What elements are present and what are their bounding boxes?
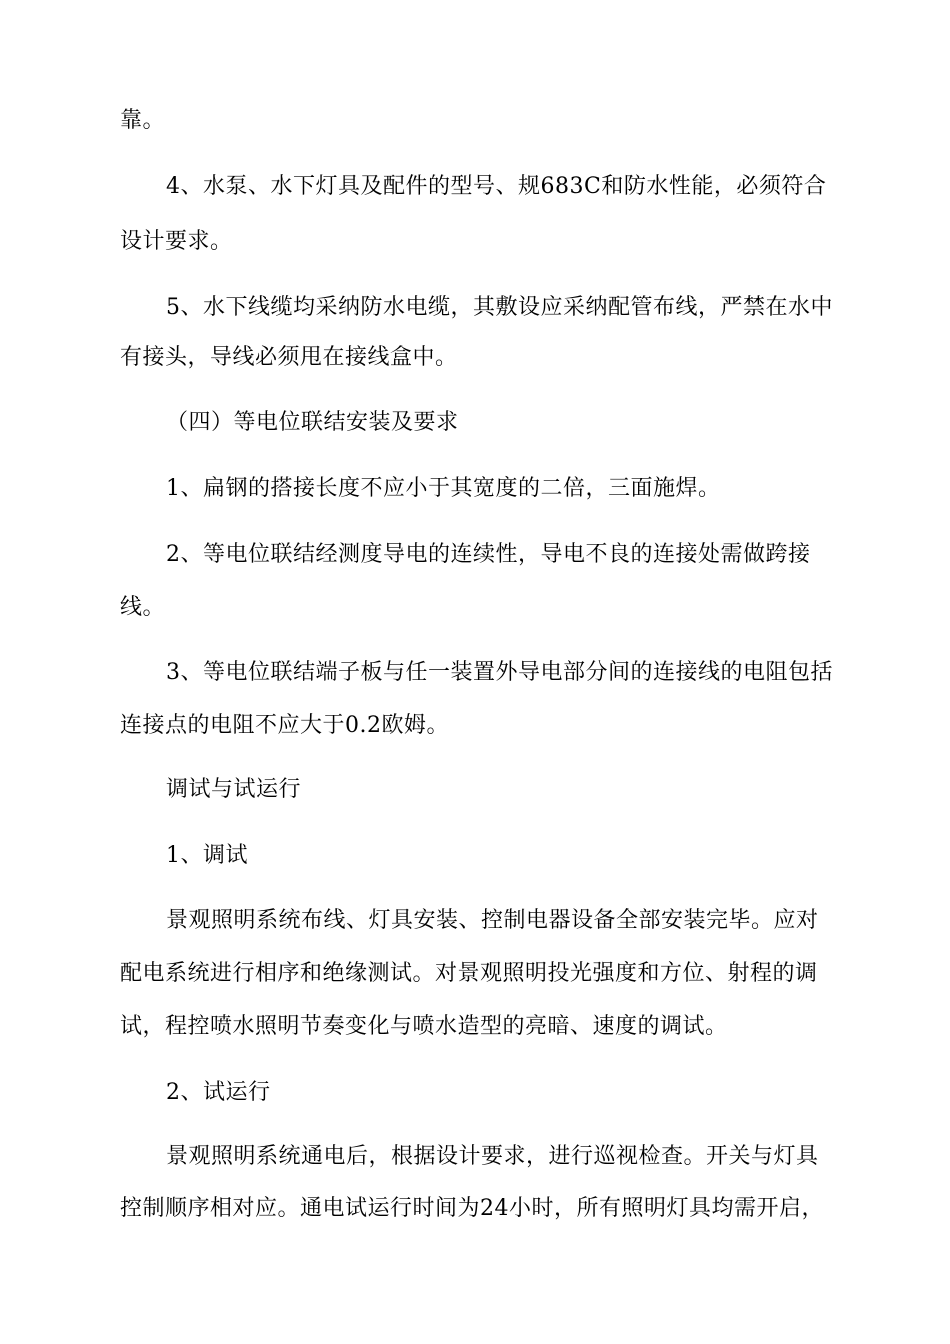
text-line: 有接头，导线必须甩在接线盒中。 <box>120 345 458 370</box>
text-line: 设计要求。 <box>120 229 233 254</box>
text-line: 景观照明系统通电后，根据设计要求，进行巡视检查。开关与灯具 <box>166 1144 819 1169</box>
text-line: 控制顺序相对应。通电试运行时间为24小时，所有照明灯具均需开启， <box>120 1196 824 1221</box>
text-line: 景观照明系统布线、灯具安装、控制电器设备全部安装完毕。应对 <box>166 908 819 933</box>
text-line: 连接点的电阻不应大于0.2欧姆。 <box>120 713 449 738</box>
section-heading: 调试与试运行 <box>166 777 302 802</box>
sub-heading: 2、试运行 <box>166 1080 271 1105</box>
text-line: 配电系统进行相序和绝缘测试。对景观照明投光强度和方位、射程的调 <box>120 961 818 986</box>
text-line: 线。 <box>120 595 166 620</box>
text-line: 3、等电位联结端子板与任一装置外导电部分间的连接线的电阻包括 <box>166 660 833 685</box>
text-line: 试，程控喷水照明节奏变化与喷水造型的亮暗、速度的调试。 <box>120 1014 728 1039</box>
text-line: 4、水泵、水下灯具及配件的型号、规683C和防水性能，必须符合 <box>166 174 827 199</box>
text-line: 靠。 <box>120 108 166 133</box>
text-line: 5、水下线缆均采纳防水电缆，其敷设应采纳配管布线，严禁在水中 <box>166 295 833 320</box>
sub-heading: 1、调试 <box>166 843 248 868</box>
text-line: 2、等电位联结经测度导电的连续性，导电不良的连接处需做跨接 <box>166 542 811 567</box>
section-heading: （四）等电位联结安装及要求 <box>166 410 459 435</box>
text-line: 1、扁钢的搭接长度不应小于其宽度的二倍，三面施焊。 <box>166 476 721 501</box>
